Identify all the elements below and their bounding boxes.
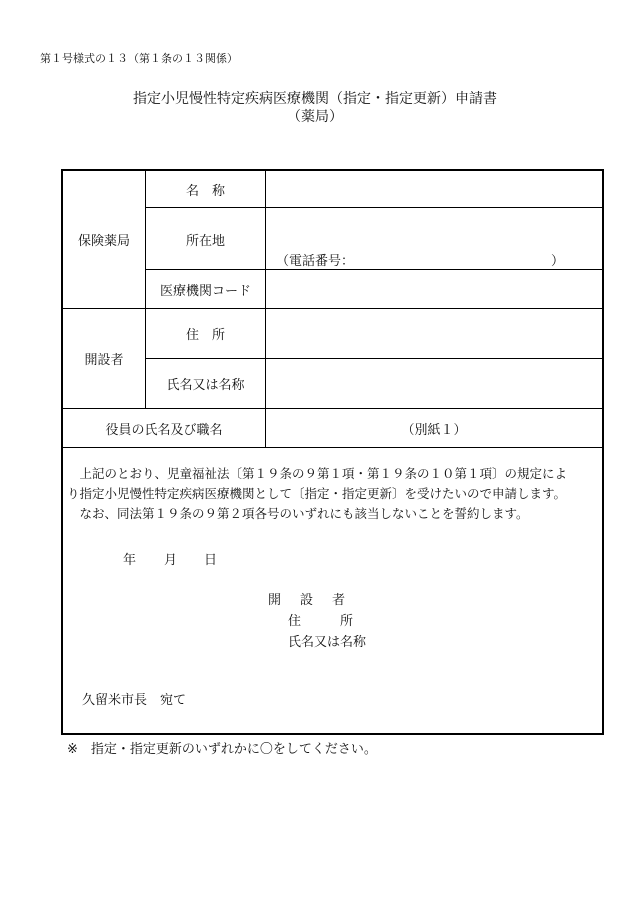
signature-founder: 開 設 者: [268, 593, 349, 608]
statement-text: [67, 464, 598, 524]
officers-label: 役員の氏名及び職名: [105, 422, 223, 438]
statement-line-1: 上記のとおり、児童福祉法〔第１９条の９第１項・第１９条の１０第１項〕の規定によ: [67, 466, 568, 481]
founder-address-field[interactable]: [266, 309, 602, 358]
founder-group-label: 開設者: [84, 353, 124, 368]
application-form-frame: [61, 169, 604, 735]
date-year: 年: [123, 553, 137, 568]
founder-address-label: 住 所: [185, 328, 225, 343]
statement-line-3: なお、同法第１９条の９第２項各号のいずれにも該当しないことを誓約します。: [67, 506, 529, 521]
founder-name-label: 氏名又は名称: [166, 378, 245, 393]
title-line-1: 指定小児慢性特定疾病医療機関（指定・指定更新）申請書: [133, 91, 497, 107]
address-label: 所在地: [185, 234, 225, 249]
statement-line-2: り指定小児慢性特定疾病医療機関として〔指定・指定更新〕を受けたいので申請します。: [67, 486, 567, 501]
founder-name-field[interactable]: [266, 359, 602, 408]
signature-name: 氏名又は名称: [288, 635, 367, 650]
date-day: 日: [204, 553, 218, 568]
signature-address: 住 所: [288, 614, 354, 629]
medical-code-field[interactable]: [266, 270, 602, 308]
footnote: ※ 指定・指定更新のいずれかに〇をしてください。: [67, 742, 377, 757]
document-title: [0, 90, 630, 126]
grid-line: [63, 447, 602, 448]
pharmacy-group-label: 保険薬局: [77, 234, 130, 249]
name-label: 名 称: [185, 183, 225, 199]
phone-close: ）: [551, 254, 565, 269]
addressee: 久留米市長 宛て: [82, 693, 187, 708]
phone-open: （電話番号：: [276, 254, 355, 269]
title-line-2: （薬局）: [287, 109, 343, 125]
medical-code-label: 医療機関コード: [159, 283, 251, 299]
officers-value: （別紙１）: [401, 422, 467, 438]
form-number: 第１号様式の１３（第１条の１３関係）: [40, 52, 238, 65]
date-month: 月: [164, 553, 178, 568]
name-field[interactable]: [266, 171, 602, 207]
